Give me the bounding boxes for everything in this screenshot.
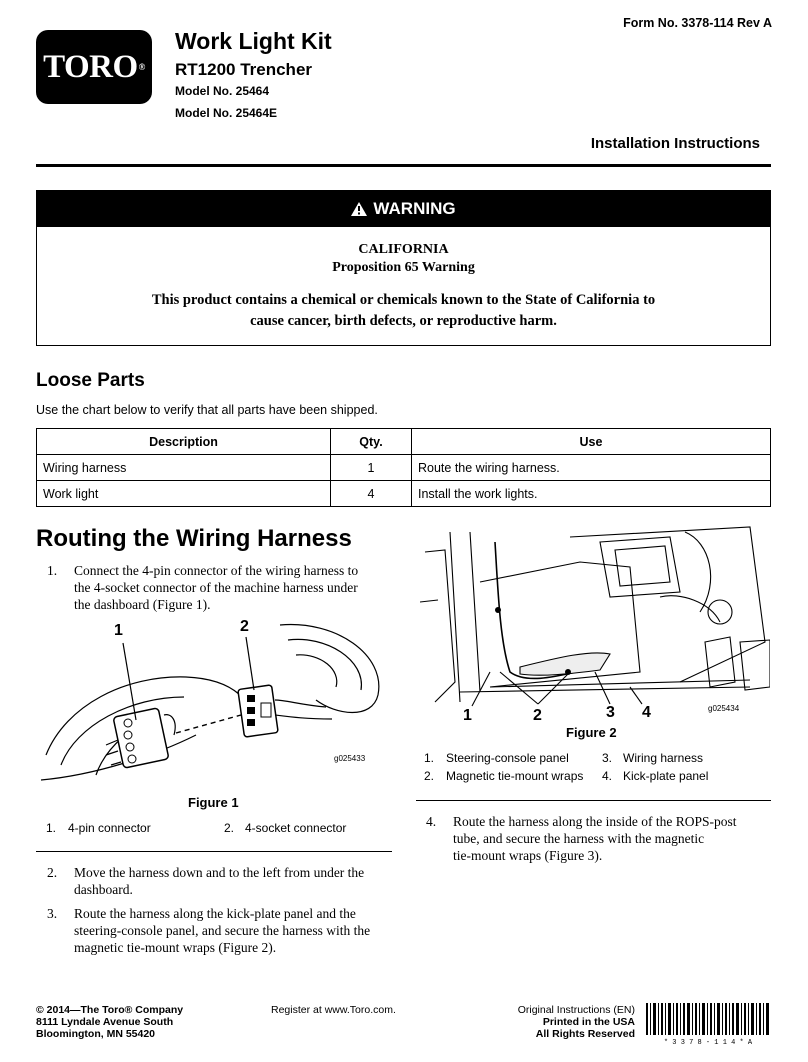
step-number: 1. [47,563,58,578]
header-divider [36,164,771,167]
warning-body-1: This product contains a chemical or chemicals known to the State of California to [151,292,656,308]
figure-2-caption: Figure 2 [566,725,617,740]
callout-leader-2 [246,637,254,690]
table-cell: Install the work lights. [412,481,771,507]
step-line: tie-mount wraps (Figure 3). [453,848,603,863]
figure-2-legend-num-1: 1. [424,751,435,765]
four-pin-connector [106,708,175,768]
step-text [74,864,364,898]
warning-body-2: cause cancer, birth defects, or reproductive harm. [250,313,557,329]
figure-1-illustration [36,615,392,795]
warning-heading: WARNING [373,199,456,218]
footer-copyright: © 2014—The Toro® Company [36,1004,184,1016]
step-line: dashboard. [74,882,133,897]
table-cell: Wiring harness [37,455,331,481]
warning-header [37,191,770,227]
document-title: Work Light Kit [175,28,332,54]
step-text [453,813,736,864]
machine-harness-housing [280,625,379,713]
form-number: Form No. 3378-114 Rev A [623,16,772,30]
column-header: Description [37,429,331,455]
footer-print-info [518,1004,635,1040]
step-2 [47,864,397,900]
figure-2-legend-label-3: Wiring harness [623,751,704,765]
warning-line-proposition: Proposition 65 Warning [332,260,475,275]
table-row [37,455,771,481]
barcode-text: * 3 3 7 8 - 1 1 4 * A [663,1039,753,1045]
table-row [37,481,771,507]
loose-parts-heading: Loose Parts [36,370,145,391]
document-subtitle: RT1200 Trencher [175,60,313,79]
figure-2-illustration [420,522,770,722]
model-number-1: Model No. 25464 [175,84,270,98]
step-line: magnetic tie-mount wraps (Figure 2). [74,940,277,955]
figure-2-legend-label-4: Kick-plate panel [623,769,709,783]
step-3 [47,905,397,957]
figure-2-callout-3: 3 [606,704,615,721]
footer-printed: Printed in the USA [542,1016,635,1028]
figure-2-legend-label-1: Steering-console panel [446,751,569,765]
kick-plate-panel [460,687,750,692]
model-number-2: Model No. 25464E [175,106,278,120]
figure-1-caption: Figure 1 [188,795,239,810]
footer-rights: All Rights Reserved [535,1028,635,1040]
figure-1-legend-num-1: 1. [46,821,57,835]
footer-address-1: 8111 Lyndale Avenue South [36,1016,174,1028]
figure-2-callout-2: 2 [533,707,542,724]
step-line: tube, and secure the harness with the magnetic [453,831,705,846]
figure-2-callout-1: 1 [463,707,472,724]
step-4 [426,813,771,865]
document-type: Installation Instructions [590,135,760,152]
column-header: Use [412,429,771,455]
step-line: the dashboard (Figure 1). [74,597,211,612]
figure-1-code: g025433 [334,754,366,763]
figure-2-legend-num-4: 4. [602,769,613,783]
four-socket-connector [238,685,332,737]
logo-text: TORO [43,48,138,85]
tie-mount-1 [495,607,501,613]
figure-2-divider [416,800,771,801]
table-cell: Work light [37,481,331,507]
step-number: 3. [47,906,58,921]
step-line: Route the harness along the inside of the ROPS-post [453,814,737,829]
logo-mark: ® [138,62,145,72]
step-number: 2. [47,865,58,880]
figure-2-code: g025434 [708,704,740,713]
table-cell: 4 [331,481,412,507]
step-line: steering-console panel, and secure the harness with the [74,923,371,938]
footer-original: Original Instructions (EN) [517,1004,635,1016]
figure-1-callout-1: 1 [114,622,123,639]
step-line: Route the harness along the kick-plate panel and the [74,906,356,921]
warning-line-california: CALIFORNIA [358,242,449,257]
figure-2-legend-num-2: 2. [424,769,435,783]
figure-1-divider [36,851,392,852]
step-line: Move the harness down and to the left from under the [74,865,365,880]
figure-1-legend-label-2: 4-socket connector [245,821,347,835]
routing-heading: Routing the Wiring Harness [36,525,352,552]
column-header: Qty. [331,429,412,455]
step-line: Connect the 4-pin connector of the wiring harness to [74,563,359,578]
figure-1-legend-label-1: 4-pin connector [68,821,151,835]
toro-logo [36,30,152,104]
footer-register: Register at www.Toro.com. [271,1004,396,1016]
figure-2-legend-num-3: 3. [602,751,613,765]
figure-1-callout-2: 2 [240,618,249,635]
warning-box [36,190,771,346]
warning-triangle-icon [351,202,367,216]
table-cell: Route the wiring harness. [412,455,771,481]
barcode [646,1003,770,1045]
step-1 [47,562,397,614]
step-line: the 4-socket connector of the machine harness under [74,580,358,595]
figure-1-legend-num-2: 2. [224,821,235,835]
step-text [74,562,358,613]
footer-address-2: Bloomington, MN 55420 [36,1028,156,1040]
figure-2-legend-label-2: Magnetic tie-mount wraps [446,769,584,783]
figure-2-callout-4: 4 [642,704,651,721]
table-header-row [37,429,771,455]
step-text [74,905,370,956]
loose-parts-table [36,428,771,507]
step-number: 4. [426,814,437,829]
loose-parts-intro: Use the chart below to verify that all parts have been shipped. [36,403,378,417]
footer-company [36,1004,183,1040]
table-cell: 1 [331,455,412,481]
connection-dashed-line [176,715,241,733]
